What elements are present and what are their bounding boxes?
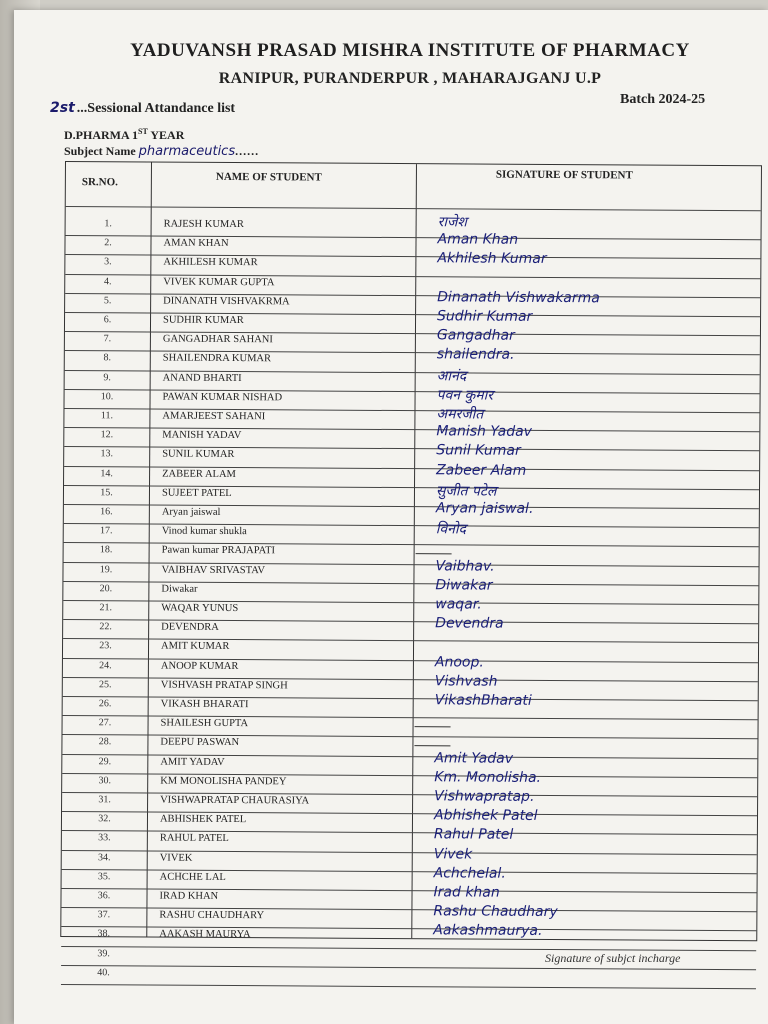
row-serial-number: 28.	[98, 736, 112, 748]
course-name: D.PHARMA 1	[64, 128, 138, 142]
row-serial-number: 26.	[98, 698, 112, 710]
row-serial-number: 39.	[97, 947, 110, 959]
row-student-signature: पवन कुमार	[436, 387, 494, 404]
row-student-signature: Akhilesh Kumar	[437, 250, 547, 268]
row-serial-number: 12.	[100, 429, 114, 441]
row-serial-number: 8.	[103, 352, 112, 364]
row-student-name: VAIBHAV SRIVASTAV	[161, 564, 266, 576]
row-student-name: ANAND BHARTI	[162, 372, 242, 384]
row-serial-number: 29.	[98, 755, 112, 767]
subject-label: Subject Name	[64, 144, 136, 158]
session-title-text: ...Sessional Attandance list	[76, 101, 236, 116]
row-student-name: RASHU CHAUDHARY	[159, 909, 265, 922]
row-student-signature: अमरजीत	[436, 406, 484, 423]
row-student-name: PAWAN KUMAR NISHAD	[162, 391, 283, 404]
header-rule	[66, 206, 761, 211]
row-student-signature: Devendra	[435, 615, 504, 632]
row-student-signature: Vaibhav.	[435, 557, 495, 575]
row-student-signature: Gangadhar	[436, 327, 515, 344]
table-row	[61, 965, 756, 988]
row-student-name: ZABEER ALAM	[162, 468, 236, 480]
subject-incharge-signature-label: Signature of subjct incharge	[545, 951, 681, 965]
row-student-name: AMARJEEST SAHANI	[162, 410, 266, 423]
absent-dash-mark	[416, 554, 452, 555]
row-student-signature: Rahul Patel	[433, 826, 514, 844]
row-serial-number: 14.	[100, 467, 113, 479]
row-serial-number: 10.	[100, 391, 114, 403]
row-student-signature: विनोद	[435, 521, 467, 538]
row-student-signature: Vivek	[433, 845, 473, 863]
row-serial-number: 16.	[100, 506, 113, 518]
row-student-name: IRAD KHAN	[159, 890, 219, 902]
row-student-name: Diwakar	[161, 583, 198, 595]
column-header-sr: SR.NO.	[81, 176, 118, 189]
row-student-signature: Amit Yadav	[434, 749, 514, 767]
row-serial-number: 34.	[97, 851, 111, 863]
row-serial-number: 4.	[103, 275, 112, 287]
institute-title: YADUVANSH PRASAD MISHRA INSTITUTE OF PHARMACY	[130, 40, 690, 61]
row-student-name: WAQAR YUNUS	[161, 602, 239, 615]
row-student-signature: Anoop.	[434, 653, 484, 671]
row-serial-number: 37.	[97, 909, 111, 921]
row-student-name: Vinod kumar shukla	[161, 525, 247, 538]
row-serial-number: 1.	[104, 218, 112, 230]
row-student-signature: Sunil Kumar	[436, 442, 521, 460]
row-student-signature: आनंद	[436, 367, 467, 385]
row-student-name: MANISH YADAV	[162, 429, 242, 442]
column-header-signature: SIGNATURE OF STUDENT	[495, 168, 633, 182]
row-student-name: SUJEET PATEL	[161, 487, 232, 499]
row-student-signature: राजेश	[437, 214, 467, 231]
row-student-name: VIKASH BHARATI	[160, 698, 249, 711]
absent-dash-mark	[414, 746, 450, 747]
absent-dash-mark	[415, 726, 451, 727]
row-student-signature: Rashu Chaudhary	[433, 903, 558, 921]
row-student-name: Aryan jaiswal	[161, 506, 221, 518]
row-serial-number: 19.	[99, 563, 113, 575]
row-serial-number: 36.	[97, 890, 111, 902]
row-student-name: DEVENDRA	[161, 621, 219, 634]
row-student-signature: waqar.	[435, 596, 482, 613]
row-student-name: GANGADHAR SAHANI	[162, 333, 273, 346]
row-student-signature: Aryan jaiswal.	[435, 500, 534, 517]
subject-dots: ......	[235, 144, 260, 158]
row-serial-number: 17.	[99, 525, 113, 537]
row-serial-number: 3.	[104, 256, 112, 268]
row-serial-number: 32.	[98, 813, 111, 825]
row-student-signature: Irad khan	[433, 884, 500, 901]
row-student-name: RAHUL PATEL	[159, 832, 229, 845]
course-suffix: YEAR	[147, 128, 185, 142]
row-student-name: ACHCHE LAL	[159, 871, 226, 883]
subject-value-handwritten: pharmaceutics	[138, 144, 236, 159]
subject-line	[64, 144, 259, 159]
row-serial-number: 7.	[103, 333, 112, 345]
row-student-name: Pawan kumar PRAJAPATI	[161, 544, 276, 557]
row-student-name: AAKASH MAURYA	[159, 928, 251, 941]
row-student-signature: Vishwapratap.	[434, 788, 535, 805]
row-student-signature: shailendra.	[436, 346, 515, 364]
row-serial-number: 5.	[103, 295, 112, 307]
row-student-signature: Diwakar	[435, 577, 493, 594]
row-student-name: AMIT YADAV	[160, 756, 225, 768]
row-student-signature: सुजीत पटेल	[435, 483, 497, 500]
row-student-name: AMIT KUMAR	[161, 640, 230, 653]
row-student-name: VIVEK	[159, 852, 193, 864]
session-title	[50, 100, 235, 117]
row-serial-number: 38.	[97, 928, 111, 940]
course-sup: ST	[138, 127, 148, 136]
row-student-name: SHAILENDRA KUMAR	[162, 352, 272, 365]
row-serial-number: 27.	[98, 717, 112, 729]
row-serial-number: 22.	[99, 621, 112, 633]
row-serial-number: 30.	[98, 775, 111, 787]
row-student-name: VISHWAPRATAP CHAURASIYA	[160, 794, 310, 807]
row-student-name: RAJESH KUMAR	[163, 218, 244, 231]
row-student-name: AMAN KHAN	[163, 237, 229, 250]
row-student-name: AKHILESH KUMAR	[163, 256, 258, 269]
institute-address: RANIPUR, PURANDERPUR , MAHARAJGANJ U.P	[218, 70, 602, 87]
row-student-signature: Sudhir Kumar	[437, 308, 533, 325]
row-student-signature: Manish Yadav	[436, 423, 533, 441]
row-student-name: ANOOP KUMAR	[160, 660, 239, 672]
row-student-signature: Km. Monolisha.	[434, 769, 542, 786]
row-serial-number: 25.	[99, 679, 112, 691]
row-student-signature: VikashBharati	[434, 692, 532, 709]
row-serial-number: 9.	[103, 371, 111, 383]
row-serial-number: 24.	[99, 659, 112, 671]
row-serial-number: 6.	[103, 314, 112, 326]
row-serial-number: 35.	[97, 871, 111, 883]
row-serial-number: 31.	[98, 794, 111, 806]
row-student-signature: Aman Khan	[437, 231, 519, 248]
row-student-name: DEEPU PASWAN	[160, 736, 240, 749]
row-student-name: SHAILESH GUPTA	[160, 717, 249, 730]
row-student-name: SUNIL KUMAR	[162, 448, 235, 461]
row-serial-number: 23.	[99, 640, 112, 652]
row-serial-number: 40.	[97, 967, 110, 979]
row-student-signature: Dinanath Vishwakarma	[437, 289, 600, 307]
course-label	[64, 127, 184, 143]
column-header-name: NAME OF STUDENT	[215, 170, 322, 184]
row-serial-number: 33.	[98, 832, 111, 844]
row-serial-number: 20.	[99, 583, 113, 595]
row-student-signature: Zabeer Alam	[436, 461, 527, 479]
row-serial-number: 21.	[99, 602, 113, 614]
row-student-signature: Aakashmaurya.	[433, 922, 543, 940]
row-serial-number: 2.	[104, 237, 112, 249]
row-serial-number: 11.	[100, 410, 114, 422]
batch-label: Batch 2024-25	[620, 92, 706, 107]
row-student-signature: Vishvash	[434, 673, 498, 690]
row-student-name: KM MONOLISHA PANDEY	[160, 775, 287, 788]
session-number-handwritten: 2st	[50, 100, 75, 116]
row-student-name: ABHISHEK PATEL	[159, 813, 247, 826]
row-student-signature: Abhishek Patel	[433, 807, 538, 825]
row-student-signature: Achchelal.	[433, 865, 506, 882]
row-student-name: SUDHIR KUMAR	[162, 314, 244, 327]
row-student-name: VISHVASH PRATAP SINGH	[160, 679, 288, 692]
row-student-name: VIVEK KUMAR GUPTA	[163, 276, 275, 288]
row-student-name: DINANATH VISHVAKRMA	[163, 295, 290, 308]
row-serial-number: 15.	[100, 487, 113, 499]
row-serial-number: 13.	[100, 448, 113, 460]
row-serial-number: 18.	[99, 544, 113, 556]
